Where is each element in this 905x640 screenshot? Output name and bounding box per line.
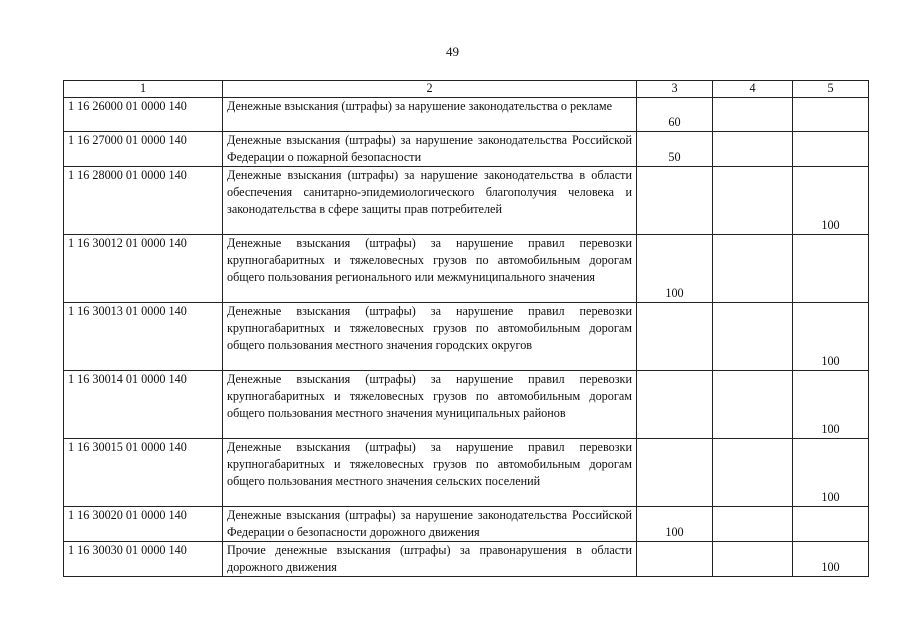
revenue-description: Денежные взыскания (штрафы) за нарушение законодательства Российской Федерации о безопасности дорожного движения [223, 507, 637, 542]
value-col5: 100 [793, 303, 869, 371]
value-col4 [713, 439, 793, 507]
revenue-description: Денежные взыскания (штрафы) за нарушение законодательства в области обеспечения санитарно-эпидемиологического благополучия человека и законодательства в сфере защиты прав потребителей [223, 167, 637, 235]
value-col4 [713, 98, 793, 132]
column-header: 1 [64, 81, 223, 98]
value-col4 [713, 303, 793, 371]
page-number: 49 [446, 44, 459, 59]
value-col3: 60 [637, 98, 713, 132]
value-col3 [637, 303, 713, 371]
value-col5: 100 [793, 439, 869, 507]
budget-code: 1 16 30015 01 0000 140 [64, 439, 223, 507]
value-col3 [637, 439, 713, 507]
value-col3: 100 [637, 235, 713, 303]
table-row [64, 132, 869, 167]
budget-code: 1 16 30013 01 0000 140 [64, 303, 223, 371]
value-col3 [637, 371, 713, 439]
budget-code: 1 16 28000 01 0000 140 [64, 167, 223, 235]
budget-code: 1 16 30030 01 0000 140 [64, 542, 223, 577]
value-col5: 100 [793, 371, 869, 439]
value-col3: 100 [637, 507, 713, 542]
revenue-description: Денежные взыскания (штрафы) за нарушение законодательства о рекламе [223, 98, 637, 132]
column-header: 4 [713, 81, 793, 98]
table-row [64, 98, 869, 132]
revenue-description: Прочие денежные взыскания (штрафы) за правонарушения в области дорожного движения [223, 542, 637, 577]
table-row [64, 439, 869, 507]
revenue-description: Денежные взыскания (штрафы) за нарушение правил перевозки крупногабаритных и тяжеловесных грузов по автомобильным дорогам общего пользования регионального или межмуниципального значения [223, 235, 637, 303]
value-col3 [637, 167, 713, 235]
revenue-description: Денежные взыскания (штрафы) за нарушение правил перевозки крупногабаритных и тяжеловесных грузов по автомобильным дорогам общего пользования местного значения сельских поселений [223, 439, 637, 507]
column-header: 2 [223, 81, 637, 98]
value-col4 [713, 507, 793, 542]
revenue-description: Денежные взыскания (штрафы) за нарушение правил перевозки крупногабаритных и тяжеловесных грузов по автомобильным дорогам общего пользования местного значения муниципальных районов [223, 371, 637, 439]
value-col5 [793, 132, 869, 167]
value-col3: 50 [637, 132, 713, 167]
value-col5 [793, 507, 869, 542]
value-col4 [713, 167, 793, 235]
value-col4 [713, 542, 793, 577]
column-header: 3 [637, 81, 713, 98]
budget-code: 1 16 26000 01 0000 140 [64, 98, 223, 132]
budget-code: 1 16 27000 01 0000 140 [64, 132, 223, 167]
table-row [64, 167, 869, 235]
table-row [64, 235, 869, 303]
value-col5 [793, 235, 869, 303]
table-row [64, 303, 869, 371]
column-header: 5 [793, 81, 869, 98]
revenue-description: Денежные взыскания (штрафы) за нарушение законодательства Российской Федерации о пожарной безопасности [223, 132, 637, 167]
revenue-description: Денежные взыскания (штрафы) за нарушение правил перевозки крупногабаритных и тяжеловесных грузов по автомобильным дорогам общего пользования местного значения городских округов [223, 303, 637, 371]
budget-code: 1 16 30020 01 0000 140 [64, 507, 223, 542]
value-col4 [713, 235, 793, 303]
budget-code: 1 16 30012 01 0000 140 [64, 235, 223, 303]
value-col4 [713, 371, 793, 439]
budget-code: 1 16 30014 01 0000 140 [64, 371, 223, 439]
table-row [64, 542, 869, 577]
value-col5: 100 [793, 167, 869, 235]
value-col5: 100 [793, 542, 869, 577]
value-col3 [637, 542, 713, 577]
value-col5 [793, 98, 869, 132]
table-header-row [64, 81, 869, 98]
table-row [64, 507, 869, 542]
value-col4 [713, 132, 793, 167]
revenue-table [63, 80, 869, 577]
table-row [64, 371, 869, 439]
